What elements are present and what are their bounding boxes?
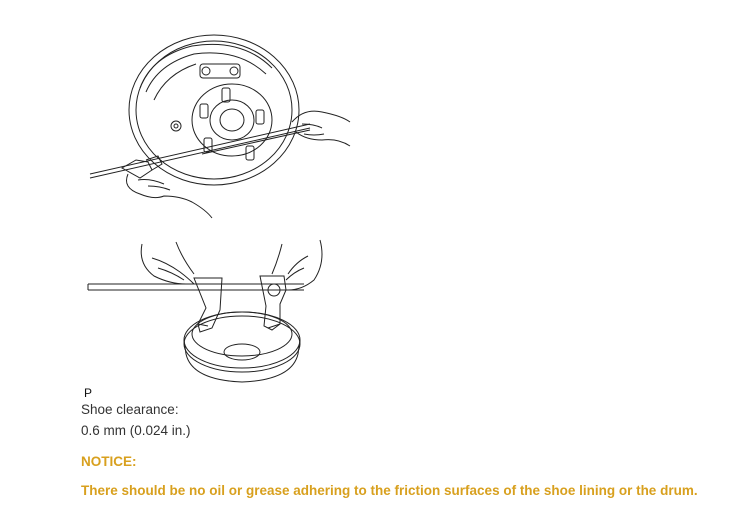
shoe-clearance-label: Shoe clearance:: [81, 402, 179, 417]
notice-text: There should be no oil or grease adhering to the friction surfaces of the shoe lining or the drum.: [81, 483, 698, 498]
notice-heading: NOTICE:: [81, 454, 137, 469]
figure-label: P: [84, 386, 93, 400]
brake-drum-figure: [88, 240, 322, 382]
brake-shoe-figure: [90, 35, 350, 218]
shoe-clearance-value: 0.6 mm (0.024 in.): [81, 423, 191, 438]
brake-clearance-illustration: [82, 28, 362, 386]
